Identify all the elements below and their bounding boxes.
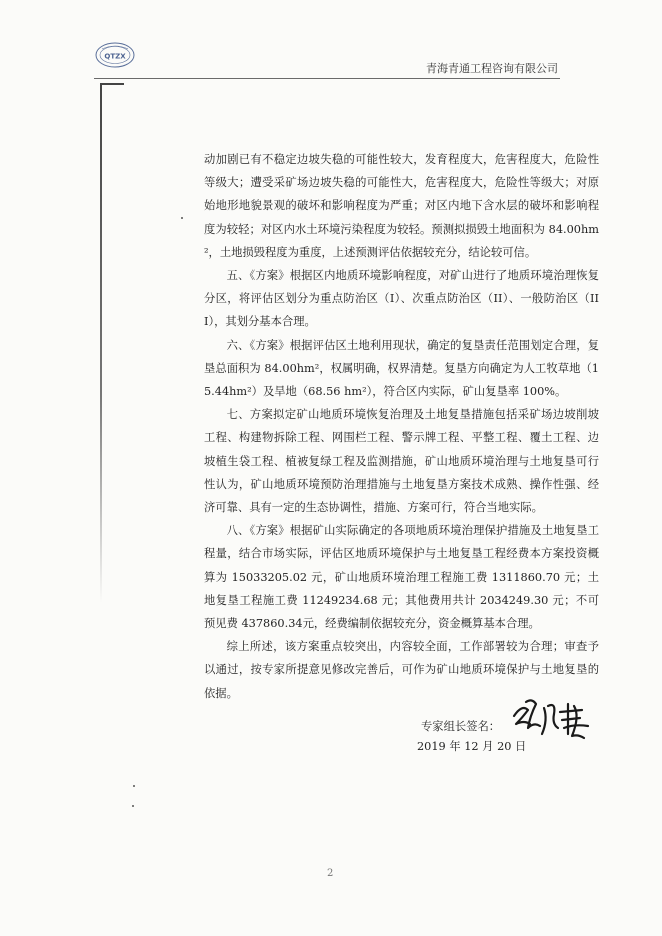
- review-opinion-body: [204, 148, 599, 705]
- paragraph: 七、方案拟定矿山地质环境恢复治理及土地复垦措施包括采矿场边坡削坡工程、构建物拆除工程、网围栏工程、警示牌工程、平整工程、覆土工程、边坡植生袋工程、植被复绿工程及监测措施，矿山地质环境治理与土地复垦可行性认为，矿山地质环境预防治理措施与土地复垦方案技术成熟、操作性强、经济可靠、具有一定的生态协调性，措施、方案可行，符合当地实际。: [204, 408, 599, 515]
- scan-corner-mark: [100, 83, 124, 85]
- scan-speck: [133, 785, 135, 787]
- company-name: 青海青通工程咨询有限公司: [426, 62, 558, 75]
- signature-date: 2019 年 12 月 20 日: [417, 740, 527, 753]
- paragraph: 动加剧已有不稳定边坡失稳的可能性较大，发育程度大，危害程度大，危险性等级大；遭受采矿场边坡失稳的可能性大，危害程度大，危险性等级大；对原始地形地貌景观的破坏和影响程度为严重；对区内地下含水层的破坏和影响程度为较轻；对区内水土环境污染程度为较轻。预测拟损毁土地面积为 84.00hm²，土地损毁程度为重度，上述预测评估依据较充分，结论较可信。: [204, 153, 599, 259]
- page-number: 2: [327, 868, 334, 879]
- signature-label: 专家组长签名：: [421, 720, 501, 733]
- paragraph: 综上所述，该方案重点较突出，内容较全面，工作部署较为合理；审查予以通过，按专家所提意见修改完善后，可作为矿山地质环境保护与土地复垦的依据。: [204, 640, 599, 700]
- scan-left-border: [100, 83, 102, 603]
- paragraph: 八、《方案》根据矿山实际确定的各项地质环境治理保护措施及土地复垦工程量，结合市场实际，评估区地质环境保护与土地复垦工程经费本方案投资概算为 15033205.02 元，矿山地质环境治理工程施工费 1311860.70 元；土地复垦工程施工费 11249234.68 元；其他费用共计 2034249.30 元；不可预见费 437860.34元，经费编制依据较充分，资金概算基本合理。: [204, 524, 599, 631]
- paragraph: 五、《方案》根据区内地质环境影响程度，对矿山进行了地质环境治理恢复分区，将评估区划分为重点防治区（I）、次重点防治区（II）、一般防治区（III），其划分基本合理。: [204, 269, 599, 329]
- company-logo: [94, 40, 136, 70]
- scan-speck: [132, 805, 134, 807]
- handwritten-signature: [508, 694, 608, 742]
- header-divider: [94, 78, 560, 79]
- paragraph: 六、《方案》根据评估区土地利用现状，确定的复垦责任范围划定合理，复垦总面积为 84.00hm²，权属明确，权界清楚。复垦方向确定为人工牧草地（15.44hm²）及旱地（68.56 hm²），符合区内实际，矿山复垦率 100%。: [204, 338, 599, 399]
- scan-speck: [181, 217, 183, 219]
- logo-text: QTZX: [104, 52, 126, 61]
